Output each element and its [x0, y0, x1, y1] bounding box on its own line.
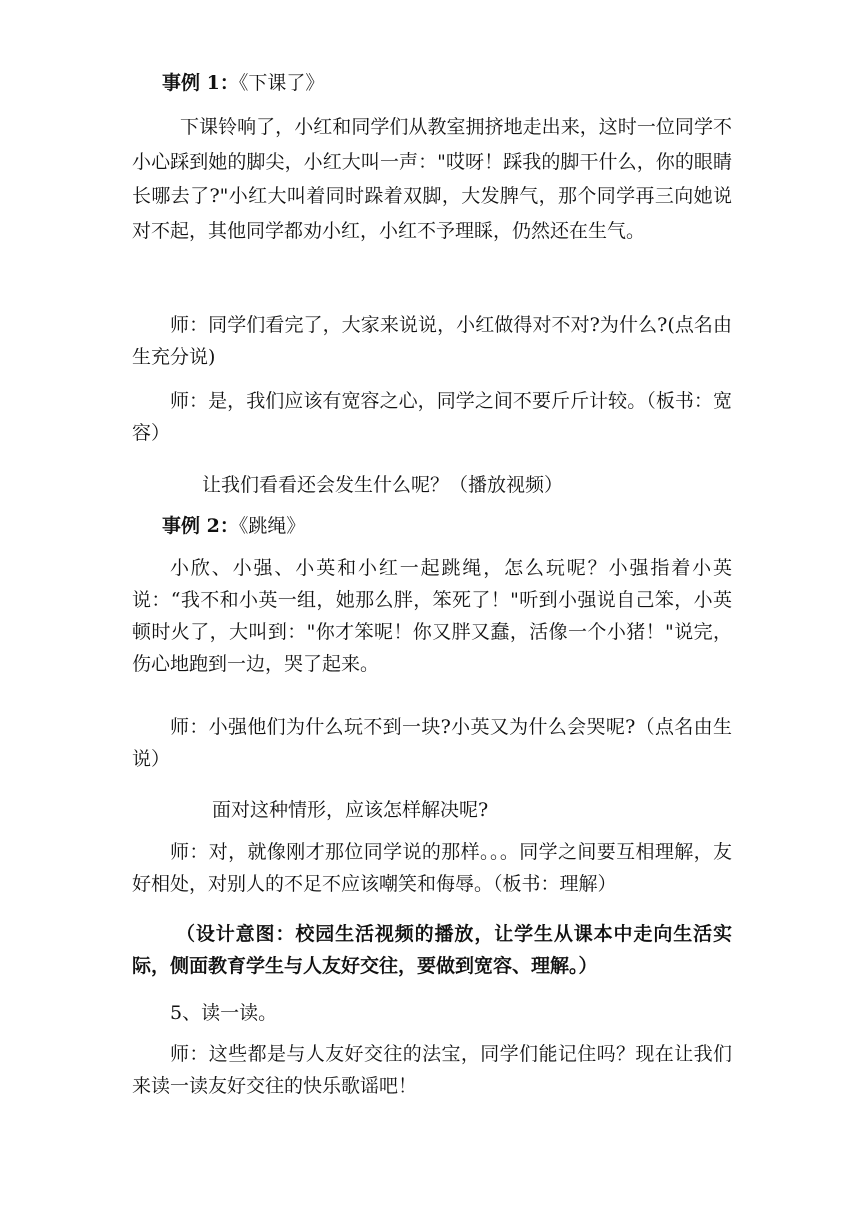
case2-heading-label: 事例 2：	[162, 515, 239, 537]
case1-heading-title: 《下课了》	[238, 72, 325, 94]
teacher-final-remark: 师：这些都是与人友好交往的法宝，同学们能记住吗？现在让我们来读一读友好交往的快乐歌谣吧！	[132, 1043, 732, 1097]
design-intent-note: （设计意图：校园生活视频的播放，让学生从课本中走向生活实际，侧面教育学生与人友好交往，要做到宽容、理解。）	[132, 923, 732, 977]
case1-story: 下课铃响了，小红和同学们从教室拥挤地走出来，这时一位同学不小心踩到她的脚尖，小红大叫一声："哎呀！踩我的脚干什么，你的眼睛长哪去了?"小红大叫着同时跺着双脚，大发脾气，那个同学再三向她说对不起，其他同学都劝小红，小红不予理睬，仍然还在生气。	[132, 116, 732, 242]
case1-heading	[162, 67, 732, 99]
teacher-answer-1: 师：是，我们应该有宽容之心，同学之间不要斤斤计较。（板书：宽容）	[132, 390, 732, 444]
transition-line: 让我们看看还会发生什么呢？（播放视频）	[202, 474, 564, 496]
case2-heading-title: 《跳绳》	[238, 515, 306, 537]
step-5-label: 5、读一读。	[170, 1002, 278, 1024]
problem-question: 面对这种情形，应该怎样解决呢?	[212, 799, 489, 821]
case2-story: 小欣、小强、小英和小红一起跳绳，怎么玩呢？小强指着小英说：“我不和小英一组，她那么胖，笨死了！"听到小强说自己笨，小英顿时火了，大叫到："你才笨呢！你又胖又蠢，活像一个小猪！"说完，伤心地跑到一边，哭了起来。	[132, 557, 732, 675]
teacher-answer-2: 师：对，就像刚才那位同学说的那样。。。同学之间要互相理解，友好相处，对别人的不足不应该嘲笑和侮辱。（板书：理解）	[132, 841, 732, 895]
case2-heading	[162, 510, 732, 542]
teacher-question-2: 师：小强他们为什么玩不到一块?小英又为什么会哭呢?（点名由生说）	[132, 716, 732, 770]
case1-heading-label: 事例 1：	[162, 72, 239, 94]
teacher-question-1: 师：同学们看完了，大家来说说，小红做得对不对?为什么?(点名由生充分说)	[132, 314, 732, 368]
